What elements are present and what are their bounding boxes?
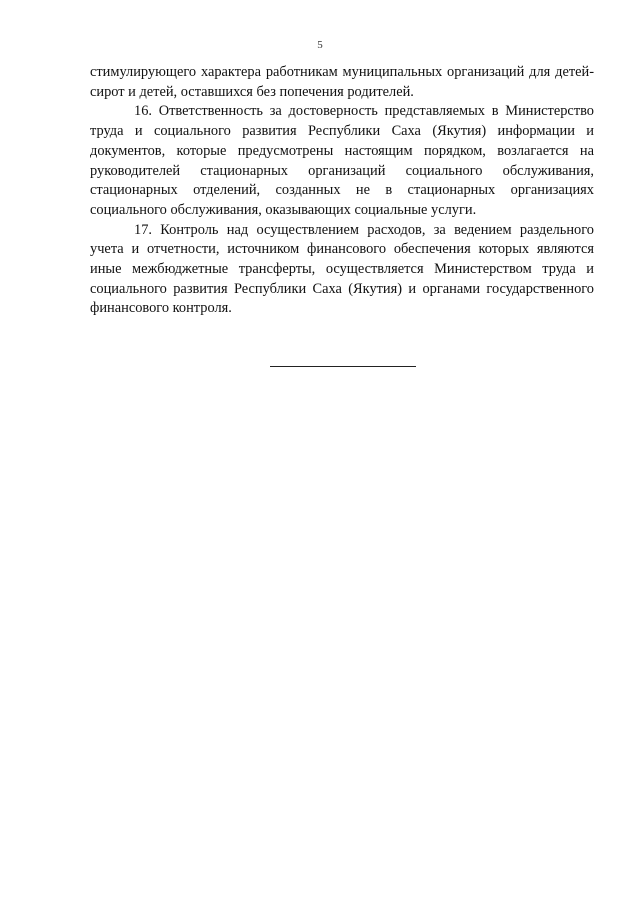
page-number: 5 [317,39,323,51]
paragraph-number: 16. [134,103,152,120]
end-of-document-rule [270,366,416,367]
paragraph-number: 17. [134,221,152,238]
paragraph-16 [90,102,594,220]
document-body [90,63,594,319]
paragraph-17 [90,221,594,320]
paragraph-continuation [90,63,594,102]
paragraph-text: стимулирующего характера работникам муниципальных организаций для детей-сирот и детей, оставшихся без попечения родителей. [90,64,594,100]
paragraph-text: Ответственность за достоверность представляемых в Министерство труда и социального развития Республики Саха (Якутия) информации и документов, которые предусмотрены настоящим порядком, возлагается на руководителей стационарных организаций социального обслуживания, стационарных отделений, созданных не в стационарных организациях социального обслуживания, оказывающих социальные услуги. [90,103,594,218]
paragraph-text: Контроль над осуществлением расходов, за ведением раздельного учета и отчетности, источником финансового обеспечения которых являются иные межбюджетные трансферты, осуществляется Министерством труда и социального развития Республики Саха (Якутия) и органами государственного финансового контроля. [90,221,594,317]
